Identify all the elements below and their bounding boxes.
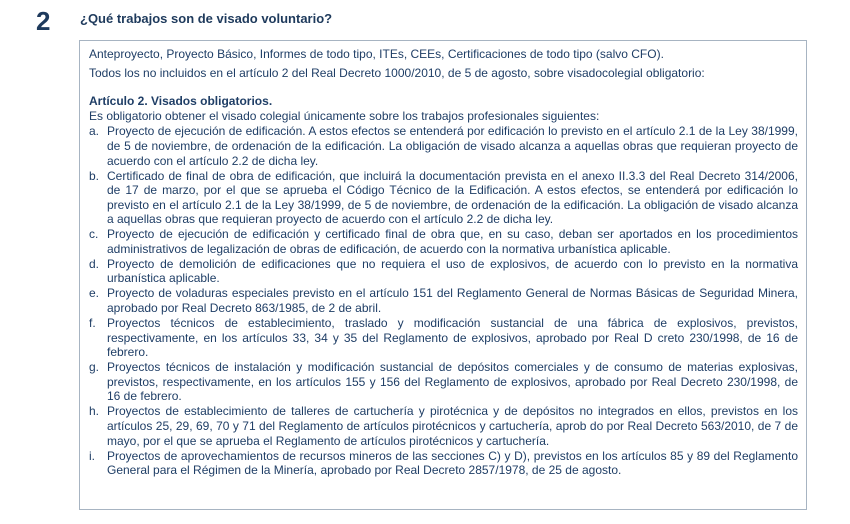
item-text: Certificado de final de obra de edificación, que incluirá la documentación prevista en el anexo II.3.3 del Real Decreto 314/2006, de 17 de marzo, por el que se aprueba el Código Técnico de la Edificación. A estos efectos, se entenderá por edificación lo previsto en el artículo 2.1 de la Ley 38/1999, de 5 de noviembre, de ordenación de la edificación. La obligación de visado alcanza a aquellas obras que requieran proyecto de acuerdo con el artículo 2.2 de dicha ley.	[107, 168, 798, 227]
item-letter: a.	[89, 124, 100, 139]
article-title: Artículo 2. Visados obligatorios.	[89, 94, 273, 109]
list-item	[89, 227, 798, 256]
list-item	[89, 316, 798, 360]
item-letter: f.	[89, 316, 96, 331]
list-item	[89, 360, 798, 404]
article-item-list	[89, 124, 798, 477]
article-subtitle: Es obligatorio obtener el visado colegial únicamente sobre los trabajos profesionales siguientes:	[89, 108, 600, 123]
item-letter: c.	[89, 227, 99, 242]
item-text: Proyecto de ejecución de edificación. A estos efectos se entenderá por edificación lo previsto en el artículo 2.1 de la Ley 38/1999, de 5 de noviembre, de ordenación de la edificación. La obligación de visado alcanza a aquellas obras que requieran proyecto de acuerdo con el artículo 2.2 de dicha ley.	[107, 124, 798, 168]
list-item	[89, 404, 798, 448]
list-item	[89, 124, 798, 168]
intro-line-2: Todos los no incluidos en el artículo 2 del Real Decreto 1000/2010, de 5 de agosto, sobre visadocolegial obligatorio:	[89, 65, 705, 80]
list-item	[89, 257, 798, 286]
question-number: 2	[36, 6, 51, 36]
item-letter: b.	[89, 168, 100, 183]
item-letter: h.	[89, 404, 100, 419]
item-letter: e.	[89, 286, 100, 301]
intro	[89, 47, 798, 80]
list-item	[89, 169, 798, 227]
list-item	[89, 449, 798, 478]
item-text: Proyectos técnicos de establecimiento, traslado y modificación sustancial de una fábrica de explosivos, previstos, respectivamente, en los artículos 33, 34 y 35 del Reglamento de explosivos, aprobado por Real D creto 230/1998, de 16 de febrero.	[107, 316, 798, 360]
item-letter: g.	[89, 360, 100, 375]
answer-box	[79, 40, 807, 510]
item-text: Proyecto de ejecución de edificación y certificado final de obra que, en su caso, deban ser aportados en los procedimientos administrativos de legalización de obras de edificación, de acuerdo con la normativa urbanística aplicable.	[107, 227, 798, 256]
item-letter: d.	[89, 256, 100, 271]
item-text: Proyecto de demolición de edificaciones que no requiera el uso de explosivos, de acuerdo con lo previsto en la normativa urbanística aplicable.	[107, 256, 798, 286]
list-item	[89, 286, 798, 315]
item-letter: i.	[89, 448, 95, 463]
item-text: Proyectos técnicos de instalación y modificación sustancial de depósitos comerciales y de consumo de materias explosivas, previstos, respectivamente, en los artículos 155 y 156 del Reglamento de explosivos, aprobado por Real Decreto 230/1998, de 16 de febrero.	[107, 360, 798, 404]
question-title: ¿Qué trabajos son de visado voluntario?	[80, 11, 333, 26]
item-text: Proyecto de voladuras especiales previsto en el artículo 151 del Reglamento General de Normas Básicas de Seguridad Minera, aprobado por Real Decreto 863/1985, de 2 de abril.	[107, 286, 798, 316]
item-text: Proyectos de aprovechamientos de recursos mineros de las secciones C) y D), previstos en los artículos 85 y 89 del Reglamento General para el Régimen de la Minería, aprobado por Real Decreto 2857/1978, de 25 de agosto.	[107, 448, 798, 478]
item-text: Proyectos de establecimiento de talleres de cartuchería y pirotécnica y de depósitos no integrados en ellos, previstos en los artículos 25, 29, 69, 70 y 71 del Reglamento de artículos pirotécnicos y cartuchería, aprob do por Real Decreto 563/2010, de 7 de mayo, por el que se aprueba el Reglamento de artículos pirotécnicos y cartuchería.	[107, 404, 798, 448]
intro-line-1: Anteproyecto, Proyecto Básico, Informes de todo tipo, ITEs, CEEs, Certificaciones de todo tipo (salvo CFO).	[89, 47, 664, 61]
